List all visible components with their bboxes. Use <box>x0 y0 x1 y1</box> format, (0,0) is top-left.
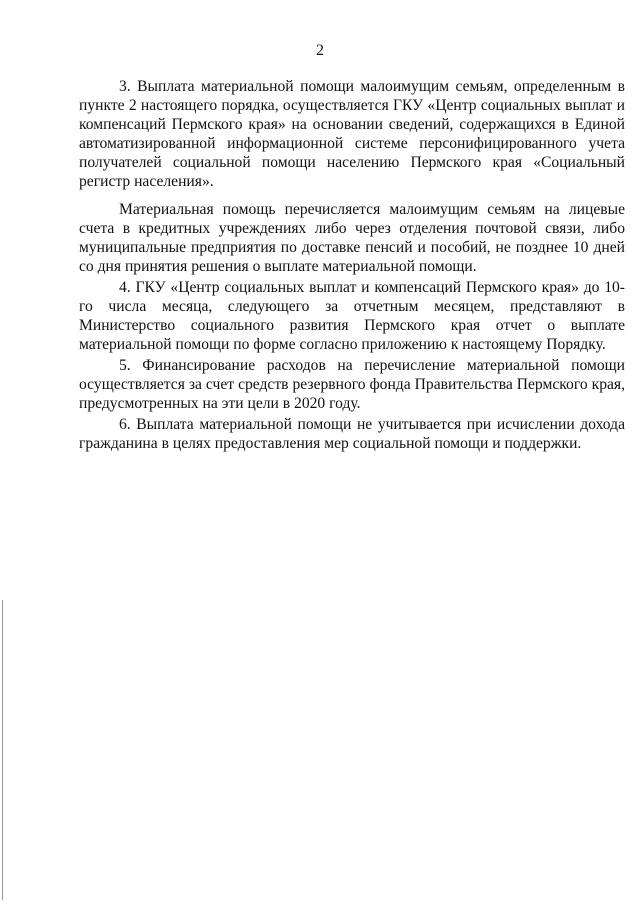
paragraph-item-5: 5. Финансирование расходов на перечисление материальной помощи осуществляется за счет средств резервного фонда Правительства Пермского края, предусмотренных на эти цели в 2020 году. <box>79 357 625 412</box>
page-number: 2 <box>316 42 324 59</box>
paragraph-item-3: 3. Выплата материальной помощи малоимущим семьям, определенным в пункте 2 настоящего порядка, осуществляется ГКУ «Центр социальных выплат и компенсаций Пермского края» на основании сведений, содержащихся в Единой автоматизированной информационной системе персонифицированного учета получателей социальной помощи населению Пермского края «Социальный регистр населения». <box>79 78 625 190</box>
paragraph-item-6: 6. Выплата материальной помощи не учитывается при исчислении дохода гражданина в целях предоставления мер социальной помощи и поддержки. <box>79 416 625 452</box>
paragraph-item-4: 4. ГКУ «Центр социальных выплат и компенсаций Пермского края» до 10-го числа месяца, следующего за отчетным месяцем, представляют в Министерство социального развития Пермского края отчет о выплате материальной помощи по форме согласно приложению к настоящему Порядку. <box>79 279 625 353</box>
document-body <box>79 77 625 462</box>
paragraph-payment-transfer: Материальная помощь перечисляется малоимущим семьям на лицевые счета в кредитных учреждениях либо через отделения почтовой связи, либо муниципальные предприятия по доставке пенсий и пособий, не позднее 10 дней со дня принятия решения о выплате материальной помощи. <box>79 201 625 275</box>
scan-edge-line <box>2 600 3 900</box>
